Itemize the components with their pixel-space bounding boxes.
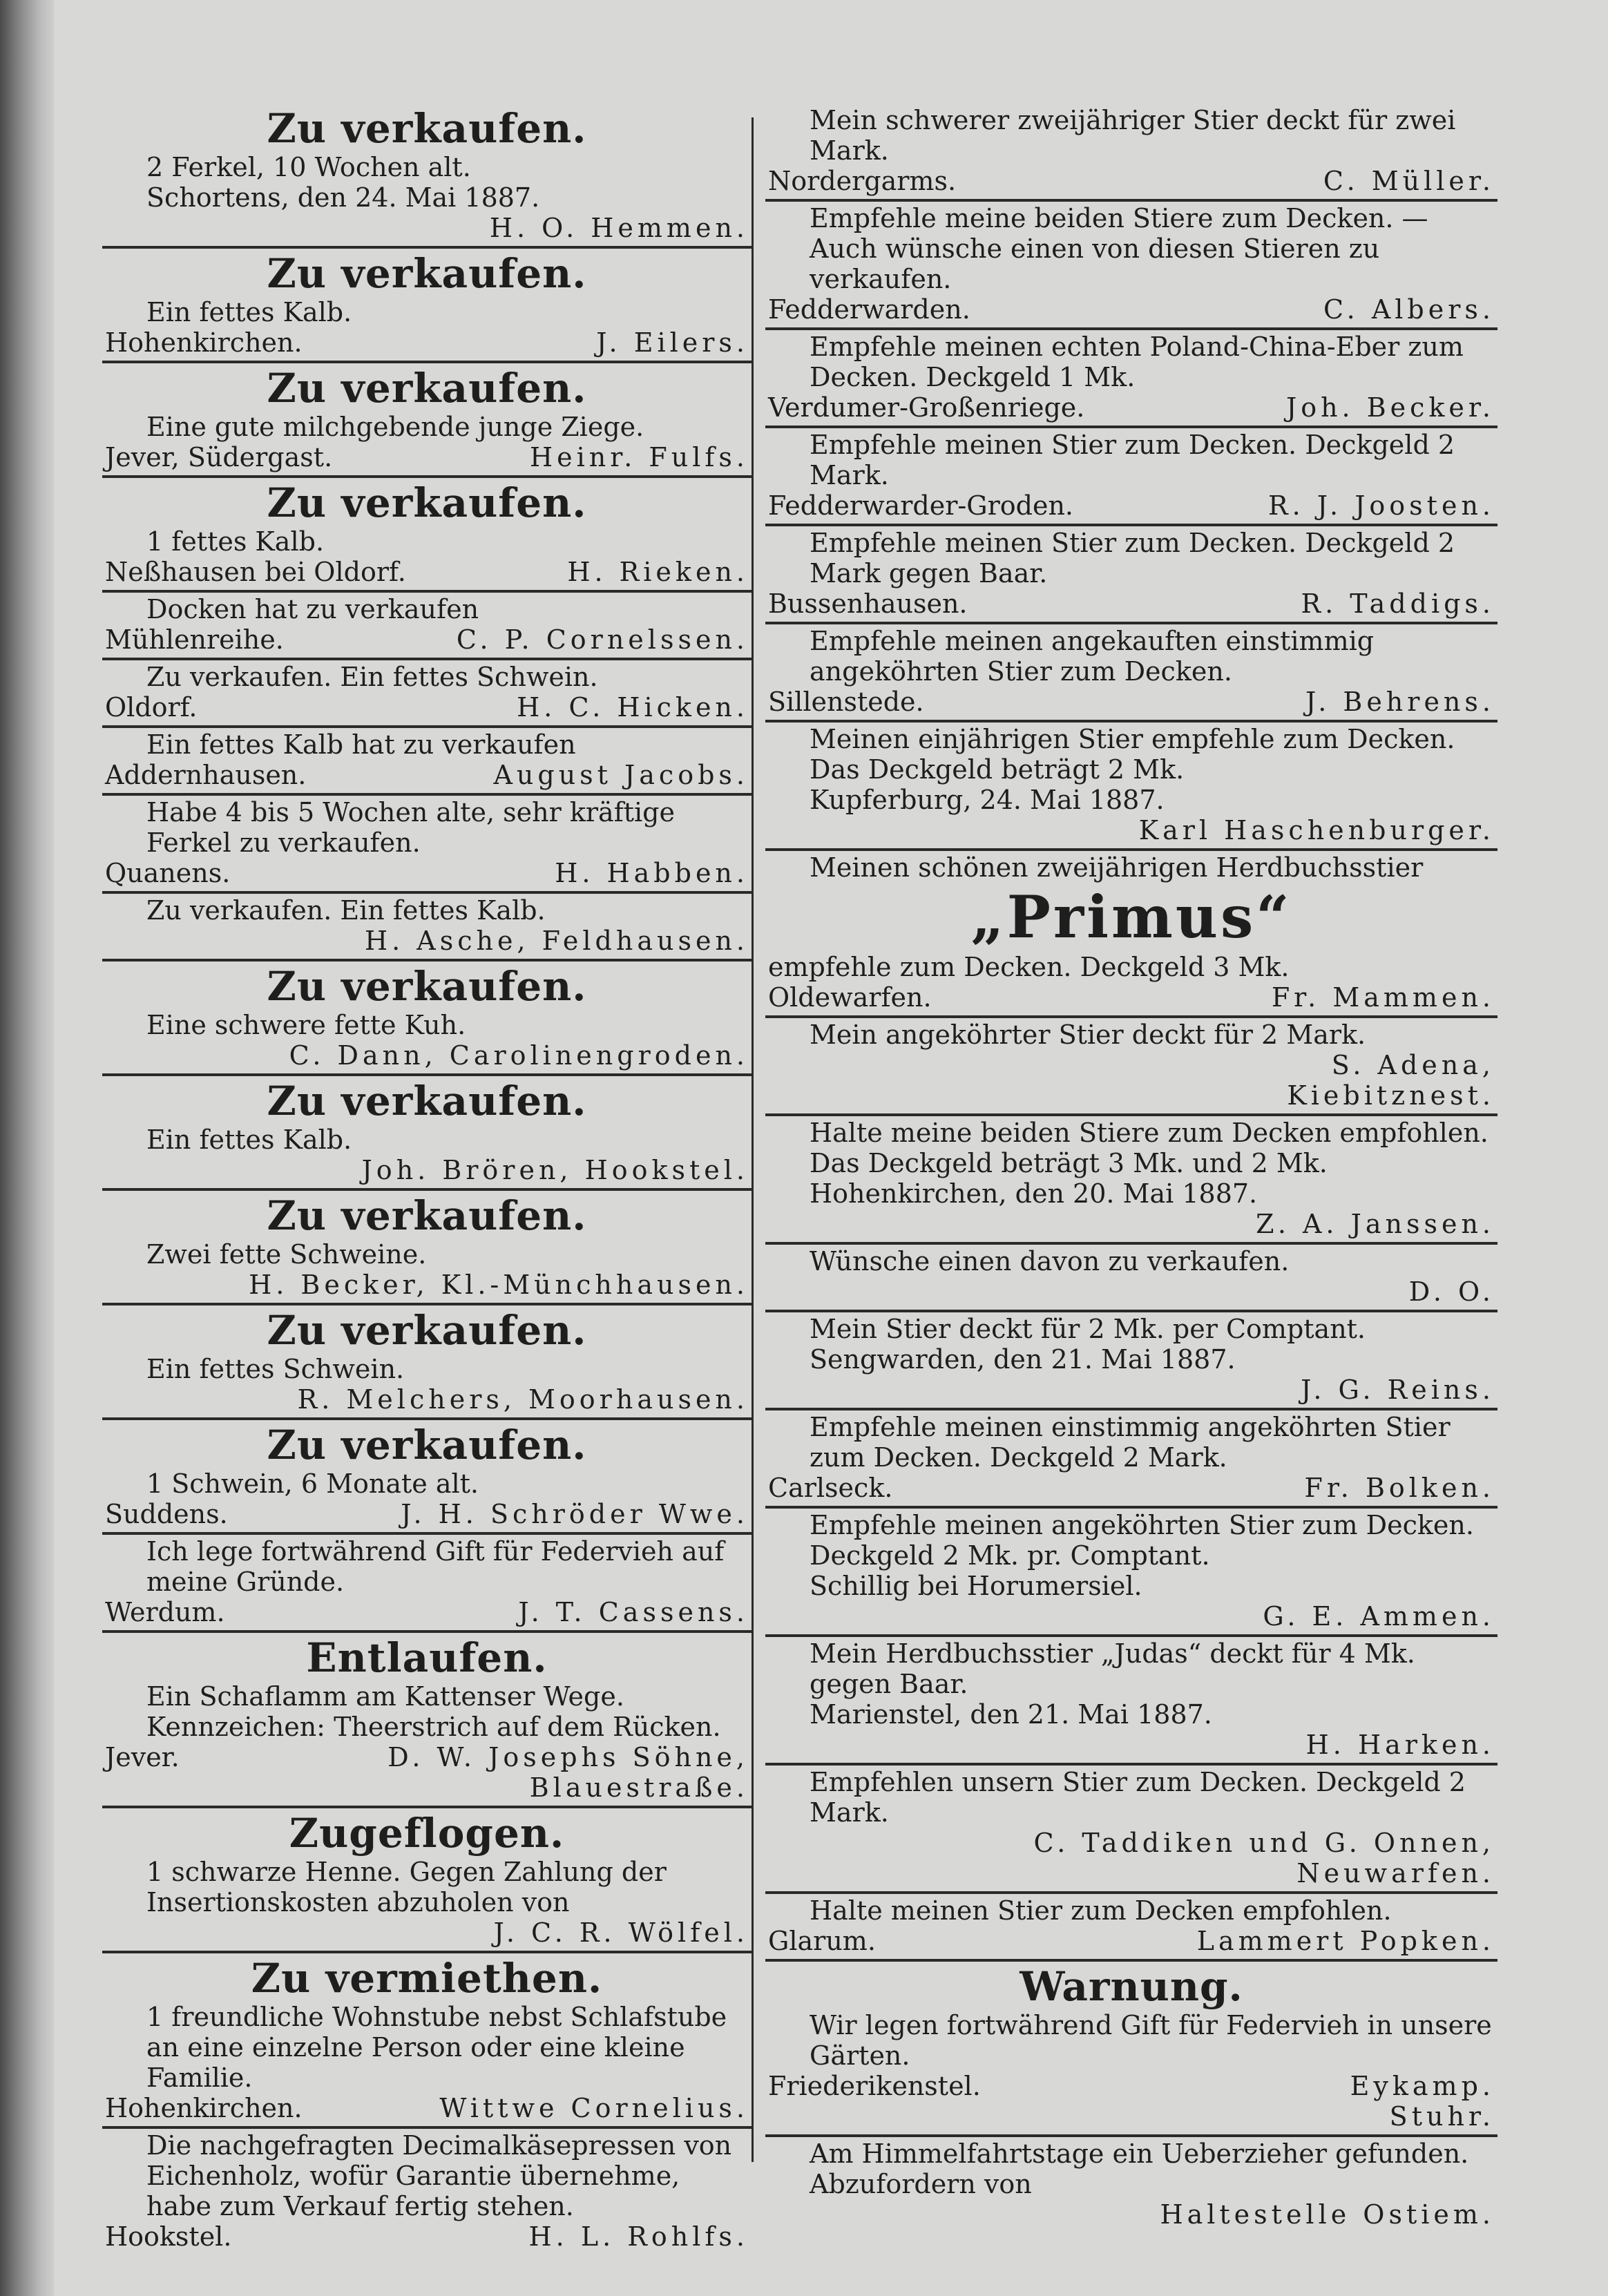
ad-signature-row — [105, 557, 749, 587]
ad-heading: Zu verkaufen. — [267, 963, 587, 1010]
ad-text: Mein angeköhrter Stier deckt für 2 Mark. — [810, 1020, 1366, 1050]
ad-text: Empfehle meinen angekauften einstimmig angeköhrten Stier zum Decken. — [810, 626, 1383, 687]
ad-signature: Heinr. Fulfs. — [529, 442, 749, 472]
newspaper-page — [54, 0, 1608, 2296]
ad-signature-row — [105, 1742, 749, 1772]
ad-signature: C. Albers. — [1323, 294, 1495, 325]
ad-text: Wir legen fortwährend Gift für Federvieh in unsere Gärten. — [810, 2010, 1500, 2071]
advertisement — [102, 1076, 752, 1191]
ad-signature: H. C. Hicken. — [517, 692, 749, 723]
ad-text: Am Himmelfahrtstage ein Ueberzieher gefunden. Abzufordern von — [810, 2139, 1477, 2199]
ad-place: Hohenkirchen. — [105, 327, 303, 358]
ad-signature-row — [105, 2093, 749, 2123]
advertisement — [102, 894, 752, 962]
ad-signature-row — [105, 327, 749, 358]
advertisement — [102, 1535, 752, 1633]
advertisement — [102, 796, 752, 894]
ad-signature: R. Taddigs. — [1301, 589, 1495, 619]
ad-signature: H. Habben. — [555, 858, 749, 888]
advertisement — [102, 478, 752, 593]
ad-signature: C. Müller. — [1323, 166, 1495, 196]
advertisement — [765, 1245, 1497, 1312]
ad-text: Die nachgefragten Decimalkäsepressen von Eichenholz, wofür Garantie übernehme, habe zum Verkauf fertig stehen. — [146, 2130, 740, 2221]
ad-signature: R. Melchers, Moorhausen. — [297, 1384, 749, 1415]
ad-place: Hookstel. — [105, 2221, 232, 2252]
ad-signature: C. P. Cornelssen. — [456, 624, 749, 655]
ad-signature-row — [768, 687, 1495, 717]
ad-text: Halte meinen Stier zum Decken empfohlen. — [810, 1895, 1392, 1926]
ad-text: 1 Schwein, 6 Monate alt. — [146, 1469, 479, 1499]
ad-place: Suddens. — [105, 1499, 228, 1529]
ad-text: Mein schwerer zweijähriger Stier deckt für zwei Mark. — [810, 105, 1464, 166]
ad-place: Fedderwarden. — [768, 294, 970, 325]
ad-place: Quanens. — [105, 858, 231, 888]
ad-signature-row — [768, 294, 1495, 325]
ad-place: Verdumer-Großenriege. — [768, 392, 1085, 423]
advertisement — [765, 104, 1497, 202]
ad-heading: Warnung. — [1020, 1963, 1243, 2010]
ad-text: Empfehle meinen Stier zum Decken. Deckgeld 2 Mark gegen Baar. — [810, 528, 1464, 589]
ad-place: Jever, Südergast. — [105, 442, 333, 472]
ad-signature: H. O. Hemmen. — [489, 213, 749, 243]
ad-signature: Z. A. Janssen. — [1256, 1209, 1495, 1239]
ad-signature: Stuhr. — [1389, 2101, 1495, 2132]
ad-text: Sengwarden, den 21. Mai 1887. — [810, 1344, 1236, 1375]
ad-heading: Zu vermiethen. — [251, 1955, 603, 2002]
ad-text: Empfehle meinen Stier zum Decken. Deckgeld 2 Mark. — [810, 430, 1464, 490]
ad-text: Halte meine beiden Stiere zum Decken empfohlen. Das Deckgeld beträgt 3 Mk. und 2 Mk. — [810, 1118, 1497, 1178]
advertisement — [102, 1808, 752, 1953]
ad-signature: Kiebitznest. — [1287, 1080, 1495, 1111]
advertisement — [765, 1312, 1497, 1410]
ad-signature: S. Adena, — [1331, 1050, 1495, 1080]
advertisement — [765, 1962, 1500, 2137]
ad-signature-row — [105, 624, 749, 655]
ad-signature: R. J. Joosten. — [1267, 490, 1495, 521]
ad-signature: H. Asche, Feldhausen. — [364, 926, 749, 956]
ad-heading: Zugeflogen. — [289, 1810, 565, 1857]
advertisement — [102, 962, 752, 1076]
ad-text: Docken hat zu verkaufen — [146, 594, 479, 624]
ad-text: Habe 4 bis 5 Wochen alte, sehr kräftige Ferkel zu verkaufen. — [146, 797, 684, 858]
advertisement — [765, 624, 1497, 723]
right-column — [765, 104, 1500, 2273]
ad-text: Zu verkaufen. Ein fettes Kalb. — [146, 895, 546, 926]
ad-place: Addernhausen. — [105, 760, 307, 790]
ad-text: Eine gute milchgebende junge Ziege. — [146, 412, 644, 442]
ad-heading: Zu verkaufen. — [267, 105, 587, 152]
ad-signature: C. Dann, Carolinengroden. — [289, 1040, 749, 1071]
advertisement — [102, 1953, 752, 2129]
ad-signature-row — [768, 1473, 1495, 1503]
ad-text: Mein Stier deckt für 2 Mk. per Comptant. — [810, 1314, 1366, 1344]
ad-display-name: „Primus“ — [970, 883, 1292, 951]
advertisement — [765, 1509, 1497, 1637]
ad-text: Ich lege fortwährend Gift für Federvieh auf meine Gründe. — [146, 1536, 733, 1597]
ad-text: Ein fettes Kalb hat zu verkaufen — [146, 729, 576, 760]
ad-signature: H. Becker, Kl.-Münchhausen. — [249, 1270, 749, 1300]
ad-signature-row — [105, 442, 749, 472]
ad-text: Empfehle meinen einstimmig angeköhrten Stier zum Decken. Deckgeld 2 Mark. — [810, 1412, 1459, 1473]
ad-signature-row — [105, 692, 749, 723]
ad-signature: Blauestraße. — [529, 1772, 749, 1803]
ad-signature-row — [768, 589, 1495, 619]
ad-heading: Zu verkaufen. — [267, 1307, 587, 1354]
ad-place: Hohenkirchen. — [105, 2093, 303, 2123]
advertisement — [765, 428, 1497, 526]
ad-signature-row — [768, 392, 1495, 423]
advertisement — [102, 2129, 752, 2255]
ad-signature: J. G. Reins. — [1301, 1375, 1495, 1405]
advertisement — [765, 330, 1497, 428]
ad-place: Jever. — [105, 1742, 180, 1772]
ad-heading: Zu verkaufen. — [267, 479, 587, 526]
advertisement — [102, 1420, 752, 1535]
ad-text: Empfehlen unsern Stier zum Decken. Deckgeld 2 Mark. — [810, 1767, 1475, 1828]
ad-signature: H. L. Rohlfs. — [528, 2221, 749, 2252]
ad-signature: J. Eilers. — [596, 327, 749, 358]
ad-signature: Eykamp. — [1350, 2071, 1495, 2101]
ad-text: Zu verkaufen. Ein fettes Schwein. — [146, 662, 598, 692]
ad-text: Kupferburg, 24. Mai 1887. — [810, 785, 1165, 815]
ad-signature: Fr. Bolken. — [1304, 1473, 1495, 1503]
column-divider — [752, 117, 754, 2162]
advertisement — [765, 1116, 1497, 1245]
ad-text: Empfehle meinen echten Poland-China-Eber zum Decken. Deckgeld 1 Mk. — [810, 332, 1473, 392]
ad-text: Hohenkirchen, den 20. Mai 1887. — [810, 1178, 1258, 1209]
ad-signature: Joh. Becker. — [1285, 392, 1495, 423]
advertisement — [765, 202, 1497, 330]
advertisement — [102, 363, 752, 478]
ad-signature-row — [105, 760, 749, 790]
advertisement — [102, 660, 752, 728]
advertisement — [765, 1018, 1497, 1116]
advertisement — [765, 1410, 1497, 1509]
advertisement — [765, 851, 1497, 1018]
ad-text: Zwei fette Schweine. — [146, 1239, 427, 1270]
ad-signature-row — [768, 166, 1495, 196]
ad-text: Ein fettes Kalb. — [146, 297, 352, 327]
ad-heading: Entlaufen. — [306, 1634, 548, 1681]
ad-text: Marienstel, den 21. Mai 1887. — [810, 1699, 1212, 1730]
ad-signature: Fr. Mammen. — [1271, 982, 1495, 1013]
advertisement — [765, 1894, 1497, 1962]
ad-place: Friederikenstel. — [768, 2071, 981, 2101]
ad-signature: Joh. Brören, Hookstel. — [361, 1155, 749, 1185]
ad-place: Nordergarms. — [768, 166, 957, 196]
ad-text: Meinen einjährigen Stier empfehle zum Decken. Das Deckgeld beträgt 2 Mk. — [810, 724, 1464, 785]
ad-text: Schortens, den 24. Mai 1887. — [146, 182, 540, 213]
ad-heading: Zu verkaufen. — [267, 1192, 587, 1239]
ad-place: Carlseck. — [768, 1473, 893, 1503]
ad-text: Ein Schaflamm am Kattenser Wege. Kennzeichen: Theerstrich auf dem Rücken. — [146, 1681, 721, 1742]
ad-signature: C. Taddiken und G. Onnen, — [1033, 1828, 1495, 1858]
ad-signature: August Jacobs. — [493, 760, 749, 790]
ad-signature: D. O. — [1408, 1276, 1495, 1307]
book-spine — [0, 0, 54, 2296]
ad-text: 1 schwarze Henne. Gegen Zahlung der Insertionskosten abzuholen von — [146, 1857, 675, 1917]
ad-text: Ein fettes Schwein. — [146, 1354, 405, 1384]
ad-place: Bussenhausen. — [768, 589, 968, 619]
ad-signature: Lammert Popken. — [1196, 1926, 1495, 1956]
ad-signature: Haltestelle Ostiem. — [1160, 2199, 1495, 2230]
ad-signature: Neuwarfen. — [1296, 1858, 1495, 1888]
ad-text: Ein fettes Kalb. — [146, 1125, 352, 1155]
ad-signature: D. W. Josephs Söhne, — [387, 1742, 749, 1772]
ad-signature: H. Harken. — [1305, 1730, 1495, 1760]
ad-signature-row — [105, 858, 749, 888]
ad-place: Neßhausen bei Oldorf. — [105, 557, 406, 587]
ad-place: Oldorf. — [105, 692, 198, 723]
ad-text: 2 Ferkel, 10 Wochen alt. — [146, 152, 471, 182]
ad-signature-row — [105, 1597, 749, 1627]
ad-place: Werdum. — [105, 1597, 225, 1627]
ad-place: Oldewarfen. — [768, 982, 932, 1013]
ad-signature: J. Behrens. — [1305, 687, 1495, 717]
advertisement — [102, 1633, 752, 1808]
advertisement — [102, 728, 752, 796]
ad-text: Eine schwere fette Kuh. — [146, 1010, 466, 1040]
ad-signature: G. E. Ammen. — [1263, 1601, 1495, 1632]
ad-text: Empfehle meinen angeköhrten Stier zum Decken. Deckgeld 2 Mk. pr. Comptant. — [810, 1510, 1483, 1571]
ad-heading: Zu verkaufen. — [267, 1422, 587, 1469]
ad-signature-row — [768, 982, 1495, 1013]
ad-text: Schillig bei Horumersiel. — [810, 1571, 1142, 1601]
ad-signature-row — [768, 490, 1495, 521]
ad-text: 1 freundliche Wohnstube nebst Schlafstube an eine einzelne Person oder eine kleine Familie. — [146, 2002, 736, 2093]
ad-signature-row — [768, 1926, 1495, 1956]
advertisement — [765, 723, 1497, 851]
ad-text: Wünsche einen davon zu verkaufen. — [810, 1246, 1290, 1276]
left-column — [102, 104, 752, 2273]
advertisement — [102, 249, 752, 363]
advertisement — [765, 526, 1497, 624]
ad-signature-row — [105, 2221, 749, 2252]
ad-signature: H. Rieken. — [567, 557, 749, 587]
ad-signature: Karl Haschenburger. — [1138, 815, 1495, 845]
ad-text: 1 fettes Kalb. — [146, 526, 325, 557]
advertisement — [765, 2137, 1497, 2232]
ad-place: Mühlenreihe. — [105, 624, 284, 655]
advertisement — [102, 1191, 752, 1305]
ad-signature-row — [768, 2071, 1495, 2101]
ad-place: Sillenstede. — [768, 687, 924, 717]
advertisement — [102, 104, 752, 249]
advertisement — [765, 1637, 1497, 1766]
ad-heading: Zu verkaufen. — [267, 250, 587, 297]
ad-text: empfehle zum Decken. Deckgeld 3 Mk. — [768, 952, 1290, 982]
advertisement — [102, 1305, 752, 1420]
ad-signature-row — [105, 1499, 749, 1529]
advertisement — [765, 1766, 1497, 1894]
ad-place: Glarum. — [768, 1926, 876, 1956]
ad-text: Meinen schönen zweijährigen Herdbuchsstier — [810, 852, 1424, 883]
ad-signature: J. T. Cassens. — [518, 1597, 749, 1627]
ad-signature: J. C. R. Wölfel. — [493, 1917, 749, 1948]
ad-heading: Zu verkaufen. — [267, 1078, 587, 1125]
ad-place: Fedderwarder-Groden. — [768, 490, 1074, 521]
ad-signature: J. H. Schröder Wwe. — [401, 1499, 749, 1529]
ad-text: Mein Herdbuchsstier „Judas“ deckt für 4 Mk. gegen Baar. — [810, 1638, 1424, 1699]
ad-text: Empfehle meine beiden Stiere zum Decken. — Auch wünsche einen von diesen Stieren zu verkaufen. — [810, 203, 1437, 294]
advertisement — [102, 593, 752, 660]
ad-heading: Zu verkaufen. — [267, 365, 587, 412]
ad-signature: Wittwe Cornelius. — [439, 2093, 749, 2123]
